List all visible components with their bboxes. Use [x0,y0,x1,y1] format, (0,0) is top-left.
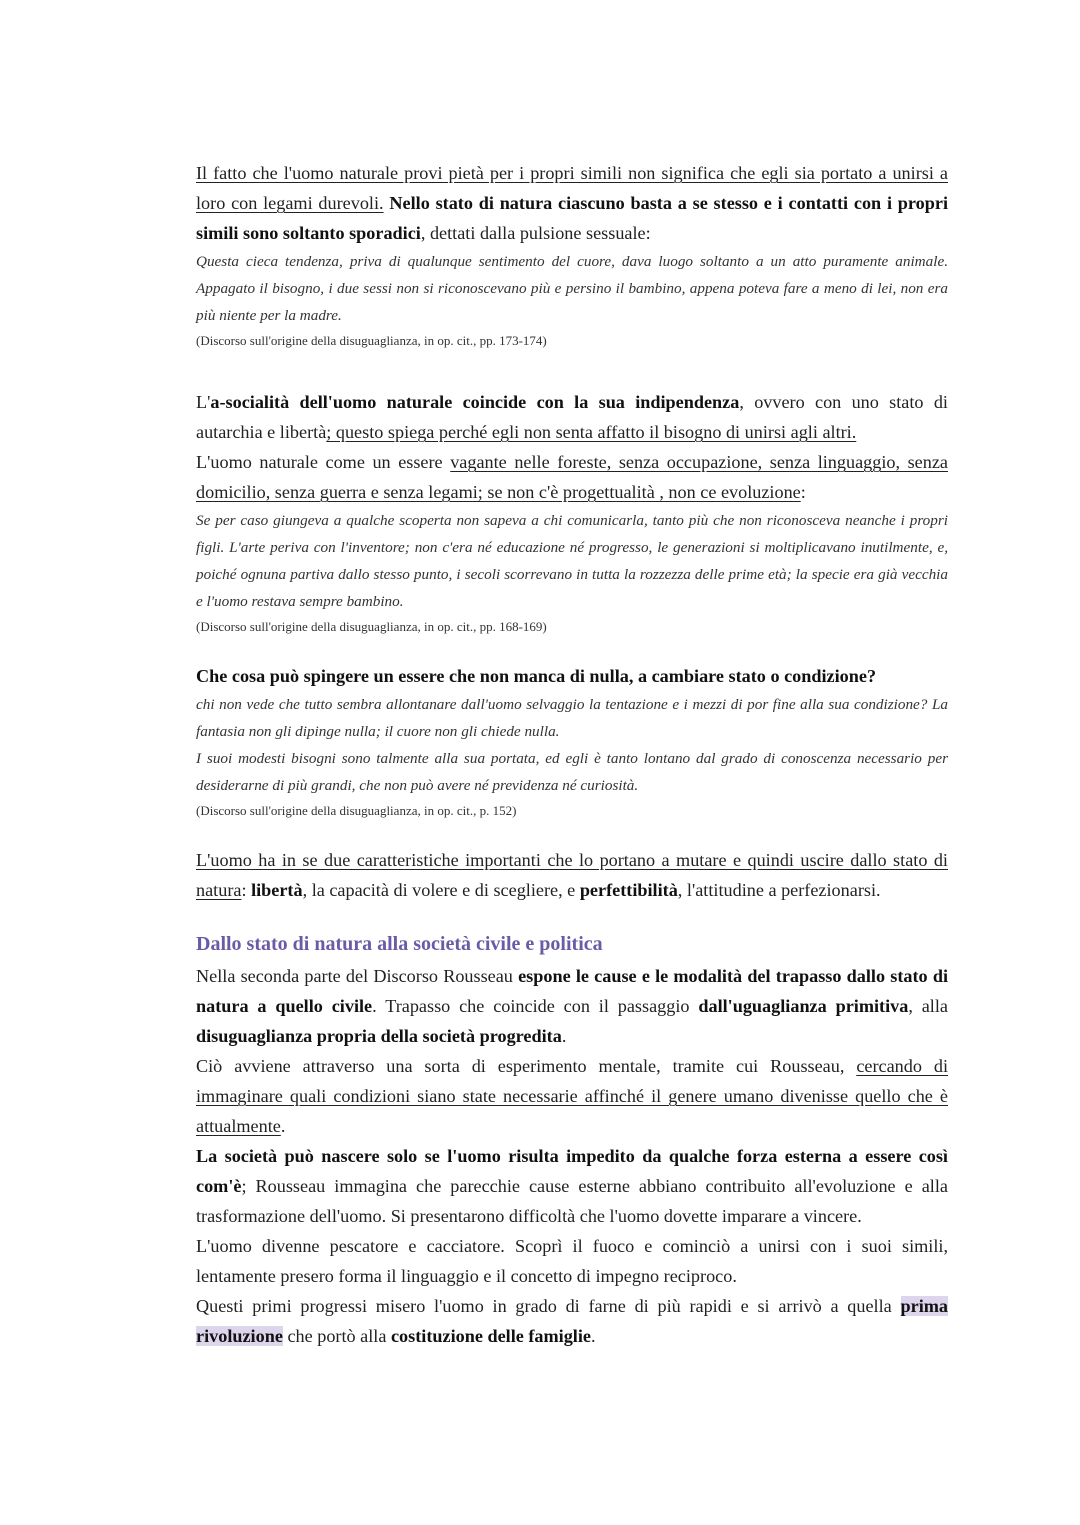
bold-text: a-socialità dell'uomo naturale coincide con la sua indipendenza [210,392,740,412]
section-heading: Dallo stato di natura alla società civile e politica [196,933,603,955]
quote-block: Se per caso giungeva a qualche scoperta non sapeva a chi comunicarla, tanto più che non riconosceva neanche i propri figli. L'arte periva con l'inventore; non c'era né educazione né progresso, le generazioni si moltiplicavano inutilmente, e, poiché ognuna partiva dallo stesso punto, i secoli scorrevano in tutta la rozzezza delle prime età; la specie era già vecchia e l'uomo restava sempre bambino. [196,512,948,610]
underlined-text: L'uomo ha in se due caratteristiche importanti che lo portano a mutare e quindi uscire dallo stato di natura [196,850,948,900]
quote-block: chi non vede che tutto sembra allontanare dall'uomo selvaggio la tentazione e i mezzi di por fine alla sua condizione? La fantasia non gli dipinge nulla; il cuore non gli chiede nulla. [196,696,948,740]
underlined-text: cercando di immaginare quali condizioni siano state necessarie affinché il genere umano divenisse quello che è attualmente [196,1056,948,1136]
quote-block: I suoi modesti bisogni sono talmente alla sua portata, ed egli è tanto lontano dal grado di conoscenza necessario per desiderarne di più grandi, che non può avere né previdenza né curiosità. [196,750,948,794]
underlined-text: Il fatto che l'uomo naturale provi pietà per i propri simili non significa che egli sia portato a unirsi a loro con legami durevoli. [196,163,948,213]
document-page [196,158,948,1351]
paragraph-first-revolution: Questi primi progressi misero l'uomo in grado di farne di più rapidi e si arrivò a quella prima rivoluzione che portò alla costituzione delle famiglie. [196,1296,948,1346]
paragraph-second-part: Nella seconda parte del Discorso Rousseau espone le cause e le modalità del trapasso dallo stato di natura a quello civile. Trapasso che coincide con il passaggio dall'uguaglianza primitiva, alla disuguaglianza propria della società progredita. [196,966,948,1046]
citation: (Discorso sull'origine della disuguaglianza, in op. cit., pp. 168-169) [196,619,547,634]
paragraph-mental-experiment: Ciò avviene attraverso una sorta di esperimento mentale, tramite cui Rousseau, cercando di immaginare quali condizioni siano state necessarie affinché il genere umano divenisse quello che è attualmente. [196,1056,948,1136]
paragraph-fisherman: L'uomo divenne pescatore e cacciatore. Scoprì il fuoco e cominciò a unirsi con i suoi simili, lentamente presero forma il linguaggio e il concetto di impegno reciproco. [196,1236,948,1286]
citation: (Discorso sull'origine della disuguaglianza, in op. cit., p. 152) [196,803,517,818]
paragraph-a-sociality: L'a-socialità dell'uomo naturale coincide con la sua indipendenza, ovvero con uno stato di autarchia e libertà; questo spiega perché egli non senta affatto il bisogno di unirsi agli altri. L'uomo naturale come un essere vagante nelle foreste, senza occupazione, senza linguaggio, senza domicilio, senza guerra e senza legami; se non c'è progettualità , non ce evoluzione: [196,392,948,502]
underlined-text: ; questo spiega perché egli non senta affatto il bisogno di unirsi agli altri. [326,422,857,442]
paragraph-natural-man-pity: Il fatto che l'uomo naturale provi pietà per i propri simili non significa che egli sia portato a unirsi a loro con legami durevoli. Nello stato di natura ciascuno basta a se stesso e i contatti con i propri simili sono soltanto sporadici, dettati dalla pulsione sessuale: [196,163,948,243]
bold-text: Nello stato di natura ciascuno basta a se stesso e i contatti con i propri simili sono soltanto sporadici [196,193,948,243]
highlighted-text: prima rivoluzione [196,1296,948,1346]
paragraph-characteristics: L'uomo ha in se due caratteristiche importanti che lo portano a mutare e quindi uscire dallo stato di natura: libertà, la capacità di volere e di scegliere, e perfettibilità, l'attitudine a perfezionarsi. [196,850,948,900]
paragraph-society-birth: La società può nascere solo se l'uomo risulta impedito da qualche forza esterna a essere così com'è; Rousseau immagina che parecchie cause esterne abbiano contribuito all'evoluzione e alla trasformazione dell'uomo. Si presentarono difficoltà che l'uomo dovette imparare a vincere. [196,1146,948,1226]
underlined-text: vagante nelle foreste, senza occupazione, senza linguaggio, senza domicilio, senza guerra e senza legami; se non c'è progettualità , non ce evoluzione [196,452,948,502]
question-heading: Che cosa può spingere un essere che non manca di nulla, a cambiare stato o condizione? [196,666,877,686]
quote-block: Questa cieca tendenza, priva di qualunque sentimento del cuore, dava luogo soltanto a un atto puramente animale. Appagato il bisogno, i due sessi non si riconoscevano più e persino il bambino, appena poteva fare a meno di lei, non era più niente per la madre. [196,253,948,324]
citation: (Discorso sull'origine della disuguaglianza, in op. cit., pp. 173-174) [196,333,547,348]
